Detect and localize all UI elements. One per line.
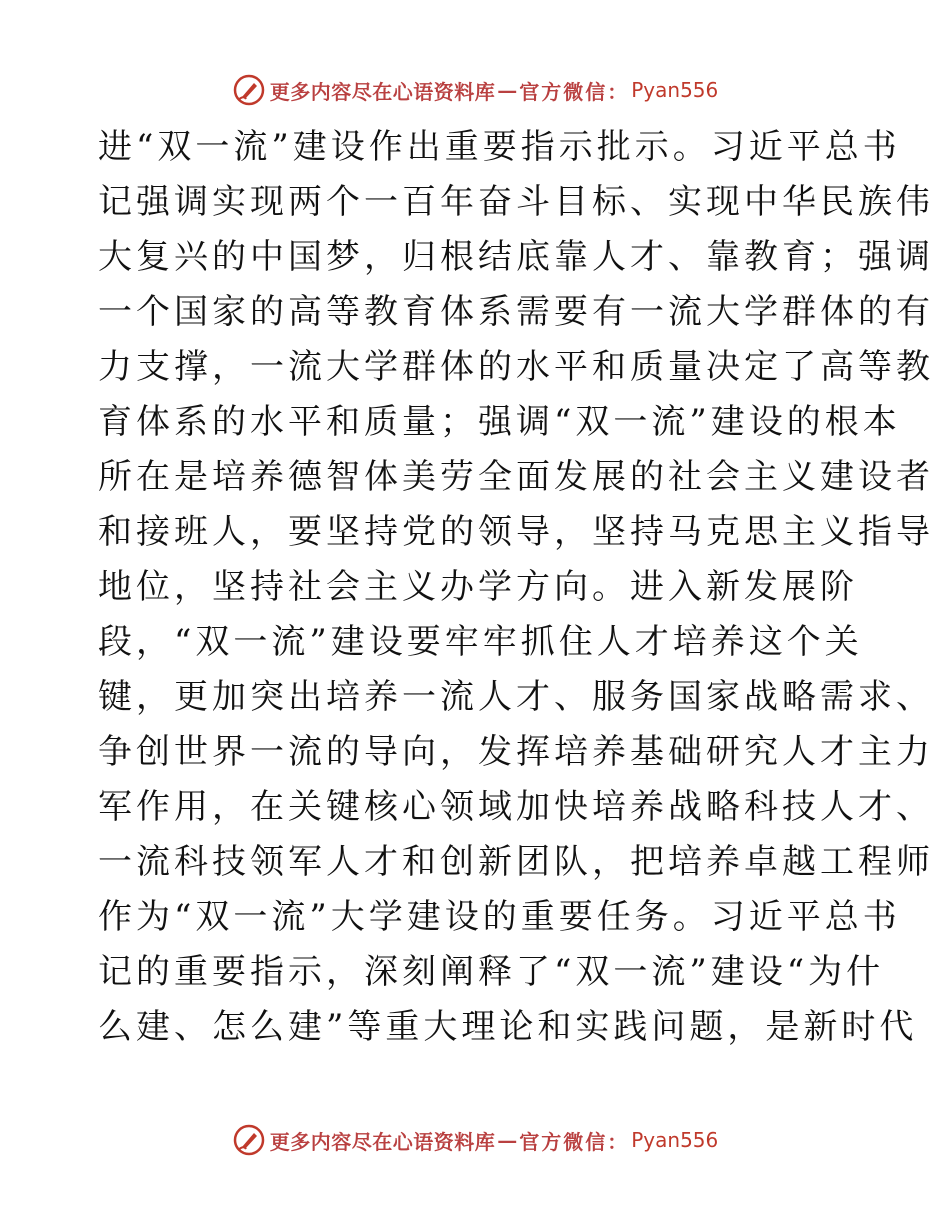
watermark-official-label: 官方微信： <box>519 79 630 104</box>
body-text <box>98 120 934 1055</box>
text-line: 一流科技领军人才和创新团队，把培养卓越工程师 <box>98 842 934 882</box>
watermark-separator: — <box>497 78 518 102</box>
watermark-official-label: 官方微信： <box>519 1129 630 1154</box>
text-line: 键，更加突出培养一流人才、服务国家战略需求、 <box>98 677 934 717</box>
text-line: 段，“双一流”建设要牢牢抓住人才培养这个关 <box>98 622 863 662</box>
text-line: 么建、怎么建”等重大理论和实践问题，是新时代 <box>98 1007 918 1047</box>
watermark-wechat-id: Pyan556 <box>631 78 719 102</box>
header-watermark <box>0 70 950 110</box>
text-line: 争创世界一流的导向，发挥培养基础研究人才主力 <box>98 732 934 772</box>
watermark-wechat-id: Pyan556 <box>631 1128 719 1152</box>
footer-watermark <box>0 1120 950 1160</box>
text-line: 记的重要指示，深刻阐释了“双一流”建设“为什 <box>98 952 885 992</box>
text-line: 一个国家的高等教育体系需要有一流大学群体的有 <box>98 292 934 332</box>
quill-circle-icon <box>232 1123 266 1157</box>
text-line: 军作用，在关键核心领域加快培养战略科技人才、 <box>98 787 934 827</box>
text-line: 力支撑，一流大学群体的水平和质量决定了高等教 <box>98 347 934 387</box>
watermark-separator: — <box>497 1128 518 1152</box>
text-line: 所在是培养德智体美劳全面发展的社会主义建设者 <box>98 457 934 497</box>
text-line: 进“双一流”建设作出重要指示批示。习近平总书 <box>98 127 901 167</box>
watermark-brand: 更多内容尽在心语资料库 <box>269 79 496 104</box>
text-line: 记强调实现两个一百年奋斗目标、实现中华民族伟 <box>98 182 934 222</box>
text-line: 作为“双一流”大学建设的重要任务。习近平总书 <box>98 897 901 937</box>
text-line: 大复兴的中国梦，归根结底靠人才、靠教育；强调 <box>98 237 934 277</box>
text-line: 育体系的水平和质量；强调“双一流”建设的根本 <box>98 402 901 442</box>
text-line: 和接班人，要坚持党的领导，坚持马克思主义指导 <box>98 512 934 552</box>
quill-circle-icon <box>232 73 266 107</box>
watermark-brand: 更多内容尽在心语资料库 <box>269 1129 496 1154</box>
text-line: 地位，坚持社会主义办学方向。进入新发展阶 <box>98 567 858 607</box>
